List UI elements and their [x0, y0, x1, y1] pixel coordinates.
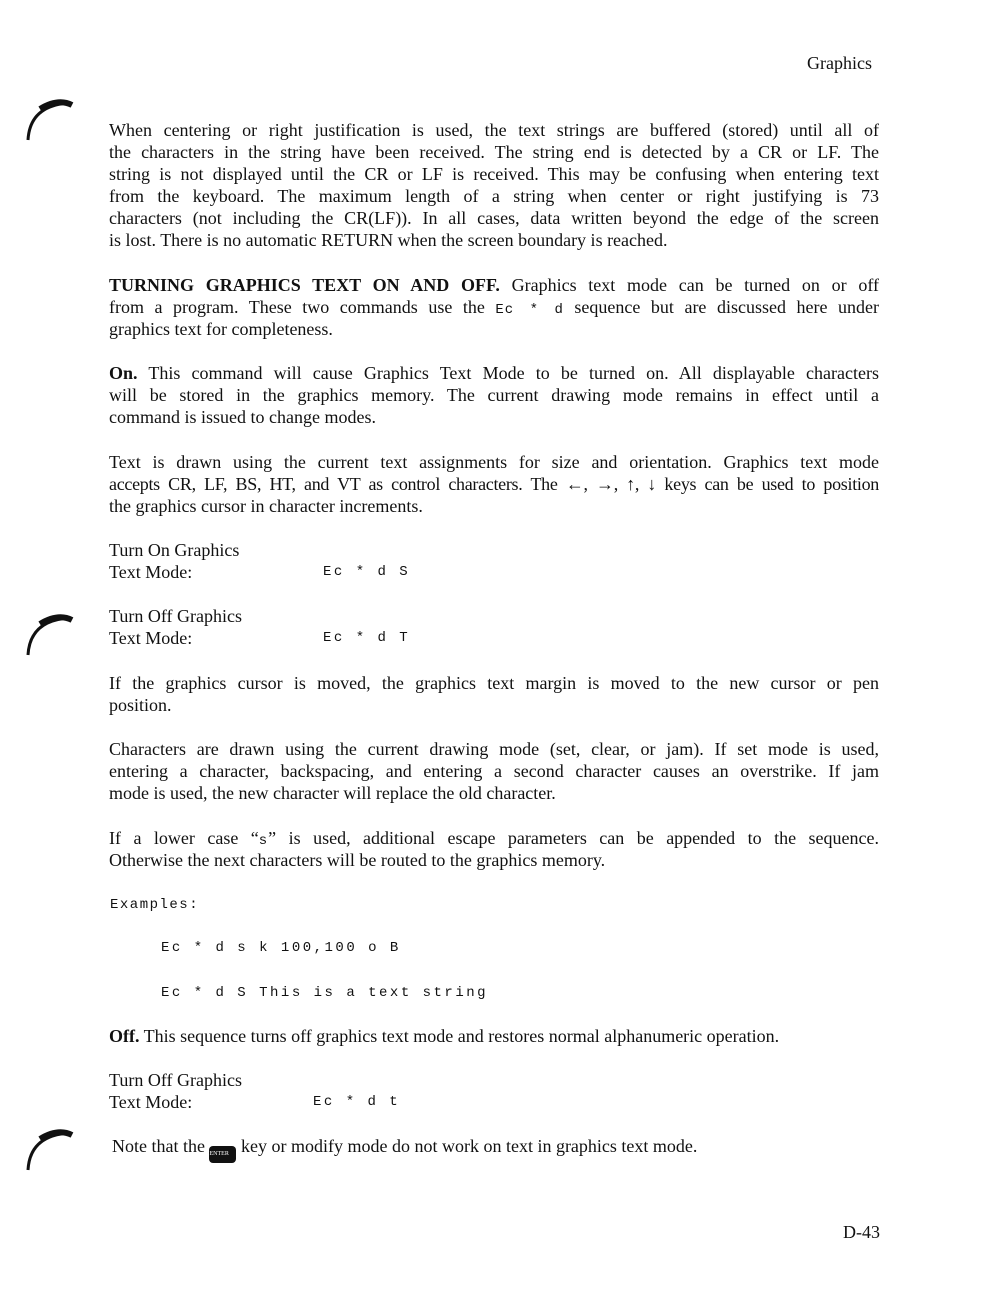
text-span: This sequence turns off graphics text mode and restores normal alphanumeric operation.	[139, 1026, 780, 1046]
running-header: Graphics	[807, 53, 872, 73]
text-line: entering a character, backspacing, and entering a second character causes an overstrike. If jam	[109, 761, 879, 781]
text-line: If the graphics cursor is moved, the graphics text margin is moved to the new cursor or pen	[109, 673, 879, 693]
text-line: string is not displayed until the CR or LF is received. This may be confusing when entering text	[109, 164, 879, 184]
paragraph-cursor-moved	[109, 672, 879, 716]
label-line: Turn On Graphics	[109, 540, 240, 560]
text-line: Characters are drawn using the current drawing mode (set, clear, or jam). If set mode is used,	[109, 739, 879, 759]
binder-mark-icon	[20, 610, 80, 660]
escape-code: Ec * d	[495, 302, 564, 318]
paragraph-off	[109, 1025, 879, 1047]
text-span: key or modify mode do not work on text in graphics text mode.	[236, 1136, 698, 1156]
text-line: accepts CR, LF, BS, HT, and VT as control characters. The ←, →, ↑, ↓ keys can be used to position	[109, 474, 879, 494]
page-number: D-43	[843, 1222, 880, 1242]
label-line: Turn Off Graphics	[109, 606, 242, 626]
label-line: Text Mode:	[109, 628, 193, 648]
escape-code: Ec * d T	[323, 630, 411, 646]
text-line: from the keyboard. The maximum length of a string when center or right justifying is 73	[109, 186, 879, 206]
escape-code: Ec * d t	[313, 1094, 401, 1110]
text-line: command is issued to change modes.	[109, 407, 376, 427]
text-span: This command will cause Graphics Text Mode to be turned on. All displayable characters	[137, 363, 879, 383]
label-line: Text Mode:	[109, 562, 193, 582]
paragraph-lower-case	[109, 827, 879, 871]
text-line: graphics text for completeness.	[109, 319, 333, 339]
escape-code: s	[258, 833, 269, 849]
paragraph-buffering	[109, 119, 879, 251]
escape-code: Ec * d S	[323, 564, 411, 580]
turn-off-label	[109, 605, 242, 649]
text-line: will be stored in the graphics memory. The current drawing mode remains in effect until a	[109, 385, 879, 405]
text-line: position.	[109, 695, 172, 715]
text-span: If a lower case “	[109, 828, 259, 848]
turn-on-label	[109, 539, 239, 583]
text-span: sequence but are discussed here under	[563, 297, 879, 317]
enter-key-icon: ENTER	[209, 1146, 236, 1163]
text-line: is lost. There is no automatic RETURN when the screen boundary is reached.	[109, 230, 668, 250]
text-line: the graphics cursor in character increments.	[109, 496, 423, 516]
example-code: Ec * d S This is a text string	[161, 985, 489, 1001]
text-line: the characters in the string have been received. The string end is detected by a CR or LF. The	[109, 142, 879, 162]
text-line: mode is used, the new character will replace the old character.	[109, 783, 556, 803]
text-span: Graphics text mode can be turned on or off	[499, 275, 879, 295]
paragraph-on	[109, 362, 879, 428]
examples-label: Examples:	[110, 897, 200, 913]
example-code: Ec * d s k 100,100 o B	[161, 940, 401, 956]
binder-mark-icon	[20, 95, 80, 145]
text-line: Otherwise the next characters will be routed to the graphics memory.	[109, 850, 606, 870]
section-heading: Off.	[109, 1026, 140, 1046]
text-span: ” is used, additional escape parameters can be appended to the sequence.	[268, 828, 879, 848]
text-line: Text is drawn using the current text assignments for size and orientation. Graphics text mode	[109, 452, 879, 472]
label-line: Text Mode:	[109, 1092, 193, 1112]
section-heading: TURNING GRAPHICS TEXT ON AND OFF.	[109, 275, 500, 295]
label-line: Turn Off Graphics	[109, 1070, 242, 1090]
paragraph-drawing-mode	[109, 738, 879, 804]
paragraph-text-drawn	[109, 451, 879, 517]
text-span: from a program. These two commands use the	[109, 297, 496, 317]
text-line: When centering or right justification is used, the text strings are buffered (stored) until all of	[109, 120, 879, 140]
text-span: Note that the	[112, 1136, 210, 1156]
note	[112, 1135, 882, 1157]
turn-off-label	[109, 1069, 242, 1113]
section-heading: On.	[109, 363, 138, 383]
text-line: characters (not including the CR(LF)). In all cases, data written beyond the edge of the screen	[109, 208, 879, 228]
binder-mark-icon	[20, 1125, 80, 1175]
paragraph-turning-on-off	[109, 274, 879, 340]
